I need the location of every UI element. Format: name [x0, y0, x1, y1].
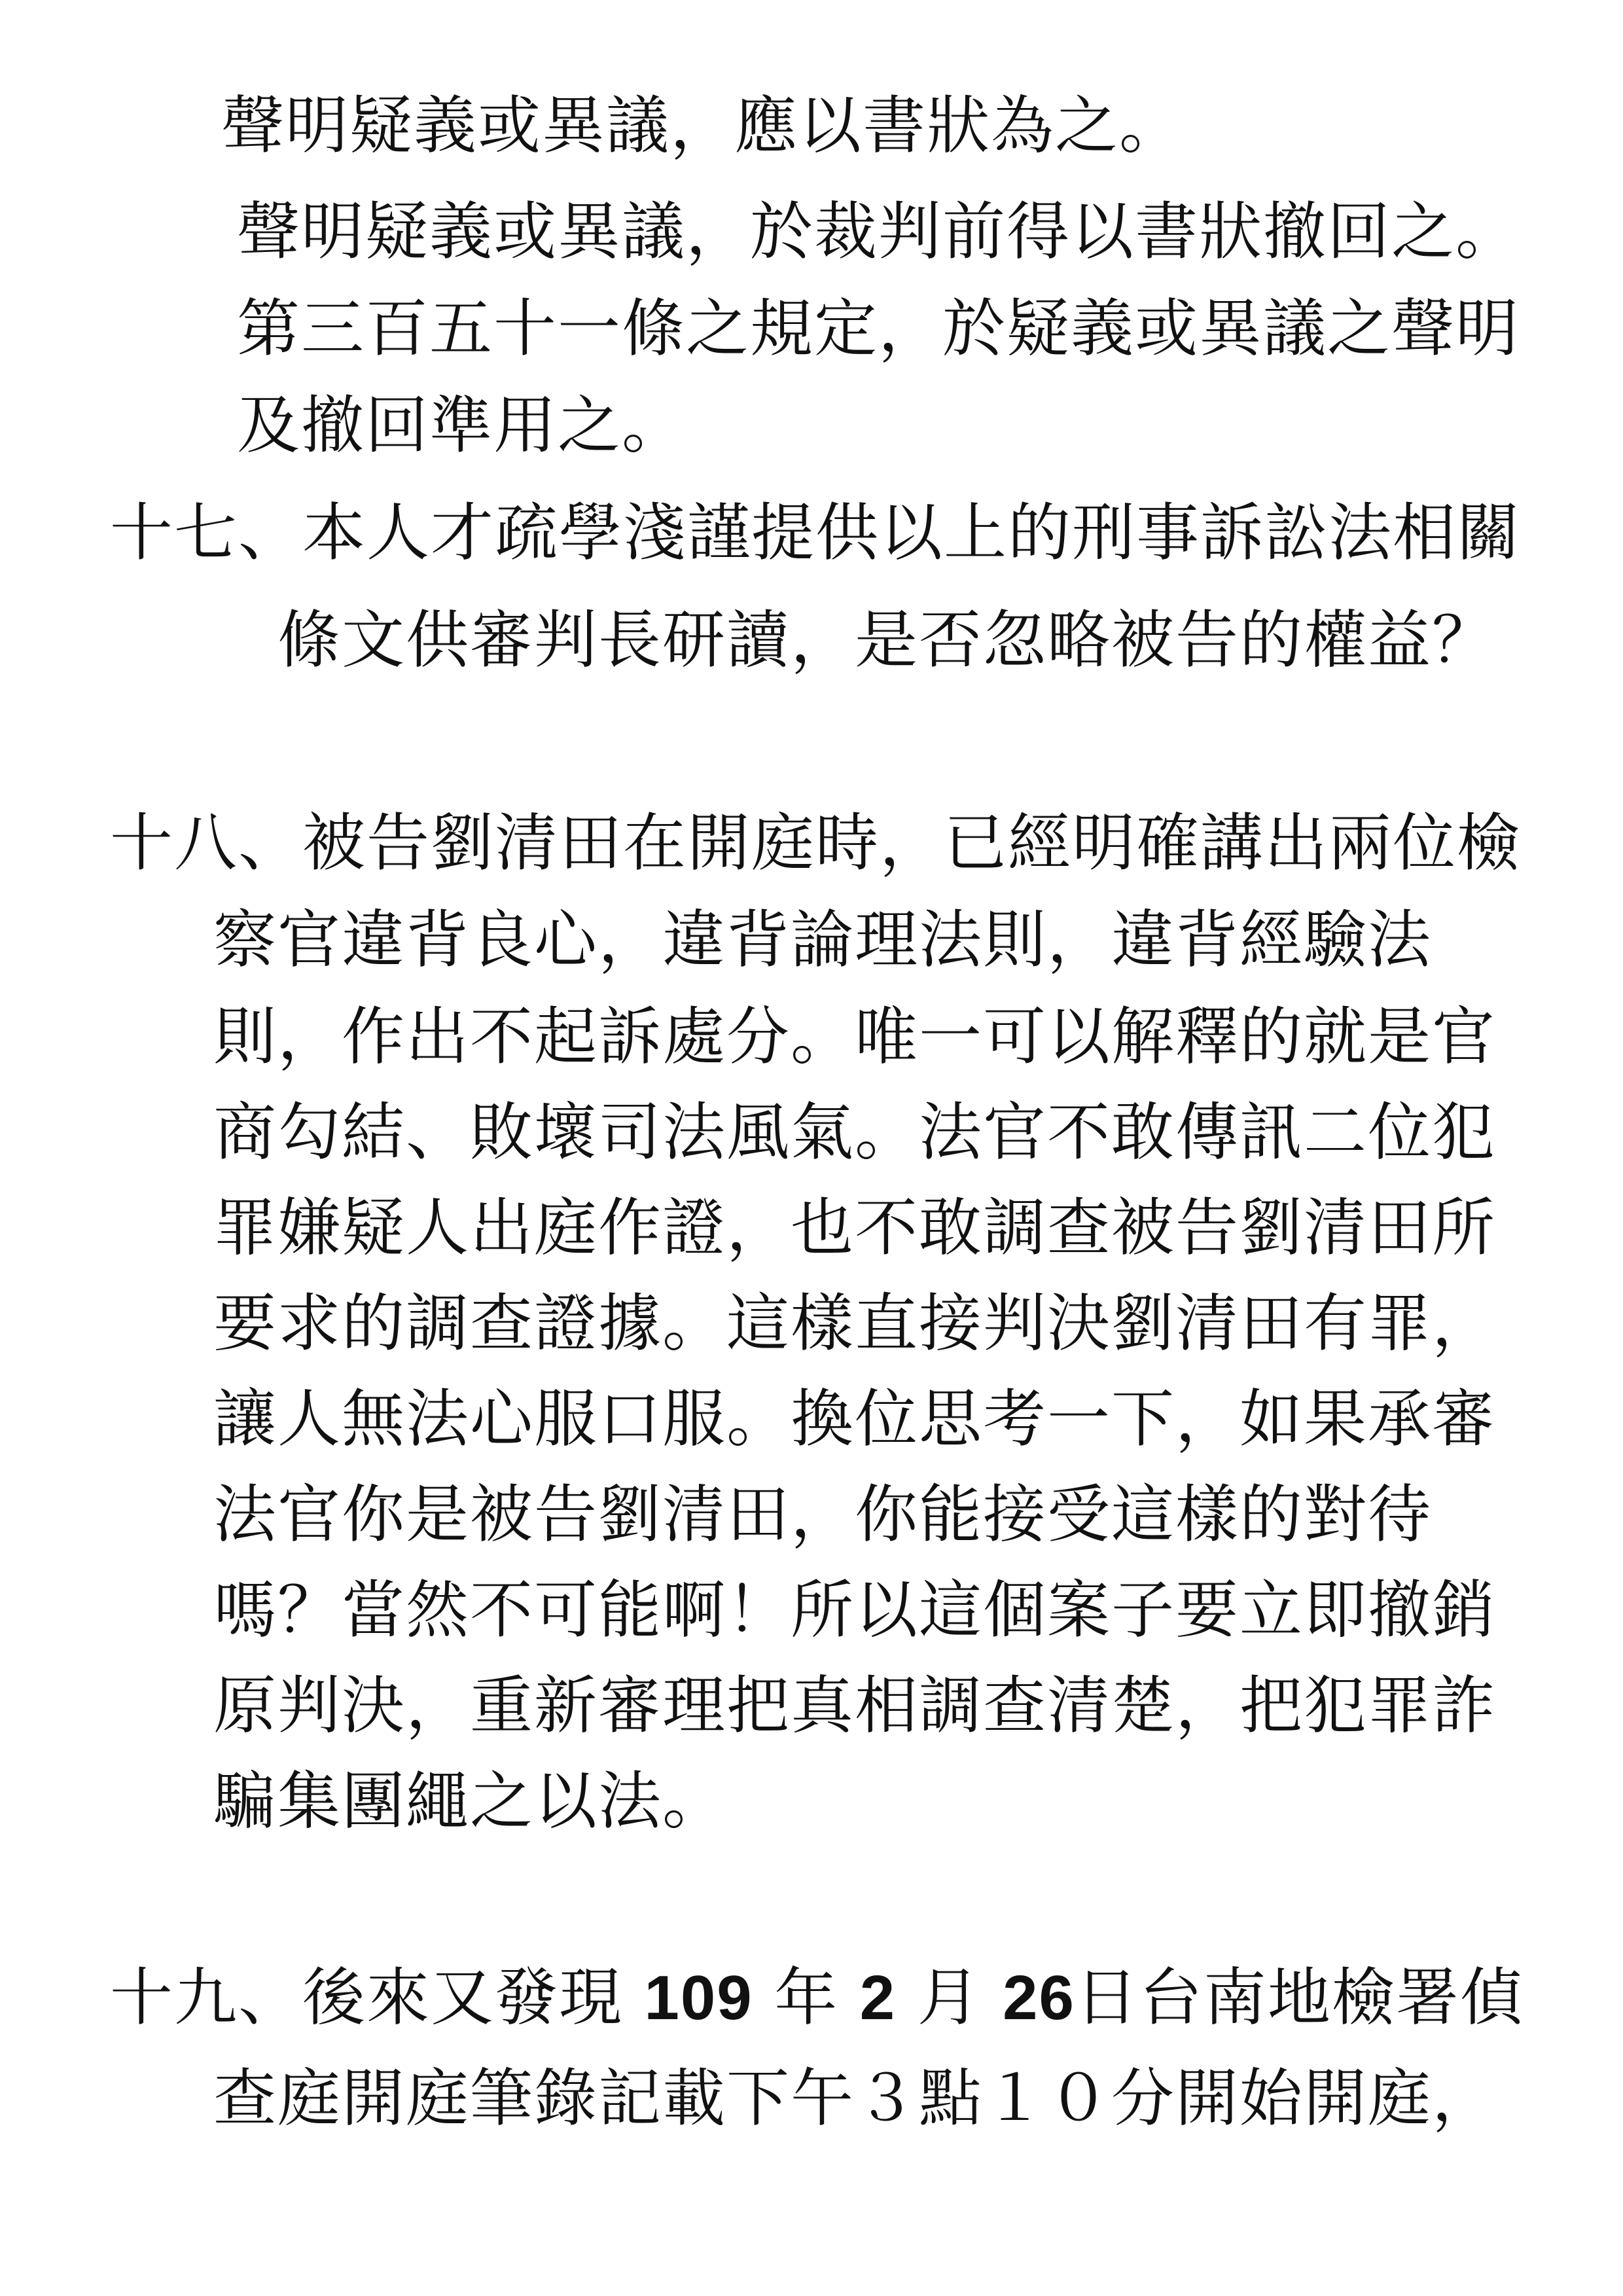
month-value: 2	[859, 1963, 897, 2033]
text-line: 及撤回準用之。	[237, 389, 686, 462]
text-line: 則，作出不起訴處分。唯一可以解釋的就是官	[213, 1000, 1496, 1073]
text-line: 嗎？當然不可能啊！所以這個案子要立即撤銷	[213, 1573, 1496, 1647]
text-line: 商勾結、敗壞司法風氣。法官不敢傳訊二位犯	[213, 1096, 1496, 1169]
item-19-suffix: 日台南地檢署偵	[1075, 1961, 1524, 2034]
year-value: 109	[644, 1963, 753, 2033]
text-line: 要求的調查證據。這樣直接判決劉清田有罪，	[213, 1287, 1496, 1360]
text-line: 第三百五十一條之規定，於疑義或異議之聲明	[237, 292, 1520, 365]
item-18-line: 十八、被告劉清田在開庭時，已經明確講出兩位檢	[110, 806, 1521, 880]
item-19-prefix: 十九、後來又發現	[110, 1961, 623, 2034]
text-line: 讓人無法心服口服。換位思考一下，如果承審	[213, 1382, 1496, 1456]
text-line: 騙集團繩之以法。	[213, 1765, 726, 1838]
year-unit: 年	[774, 1961, 839, 2034]
text-line: 聲明疑義或異議，應以書狀為之。	[221, 89, 1183, 162]
text-line: 罪嫌疑人出庭作證，也不敢調查被告劉清田所	[213, 1191, 1496, 1265]
text-line: 條文供審判長研讀，是否忽略被告的權益？	[277, 603, 1496, 677]
text-line: 查庭開庭筆錄記載下午３點１０分開始開庭，	[213, 2062, 1496, 2135]
month-unit: 月	[917, 1961, 982, 2034]
text-line: 法官你是被告劉清田，你能接受這樣的對待	[213, 1478, 1432, 1551]
day-value: 26	[1003, 1963, 1075, 2033]
text-line: 原判決，重新審理把真相調查清楚，把犯罪詐	[213, 1669, 1496, 1742]
text-line: 聲明疑義或異議，於裁判前得以書狀撤回之。	[237, 195, 1520, 268]
item-19-line	[110, 1961, 1524, 2034]
text-line: 察官違背良心，違背論理法則，違背經驗法	[213, 903, 1432, 977]
item-17-line: 十七、本人才疏學淺謹提供以上的刑事訴訟法相關	[110, 496, 1521, 569]
